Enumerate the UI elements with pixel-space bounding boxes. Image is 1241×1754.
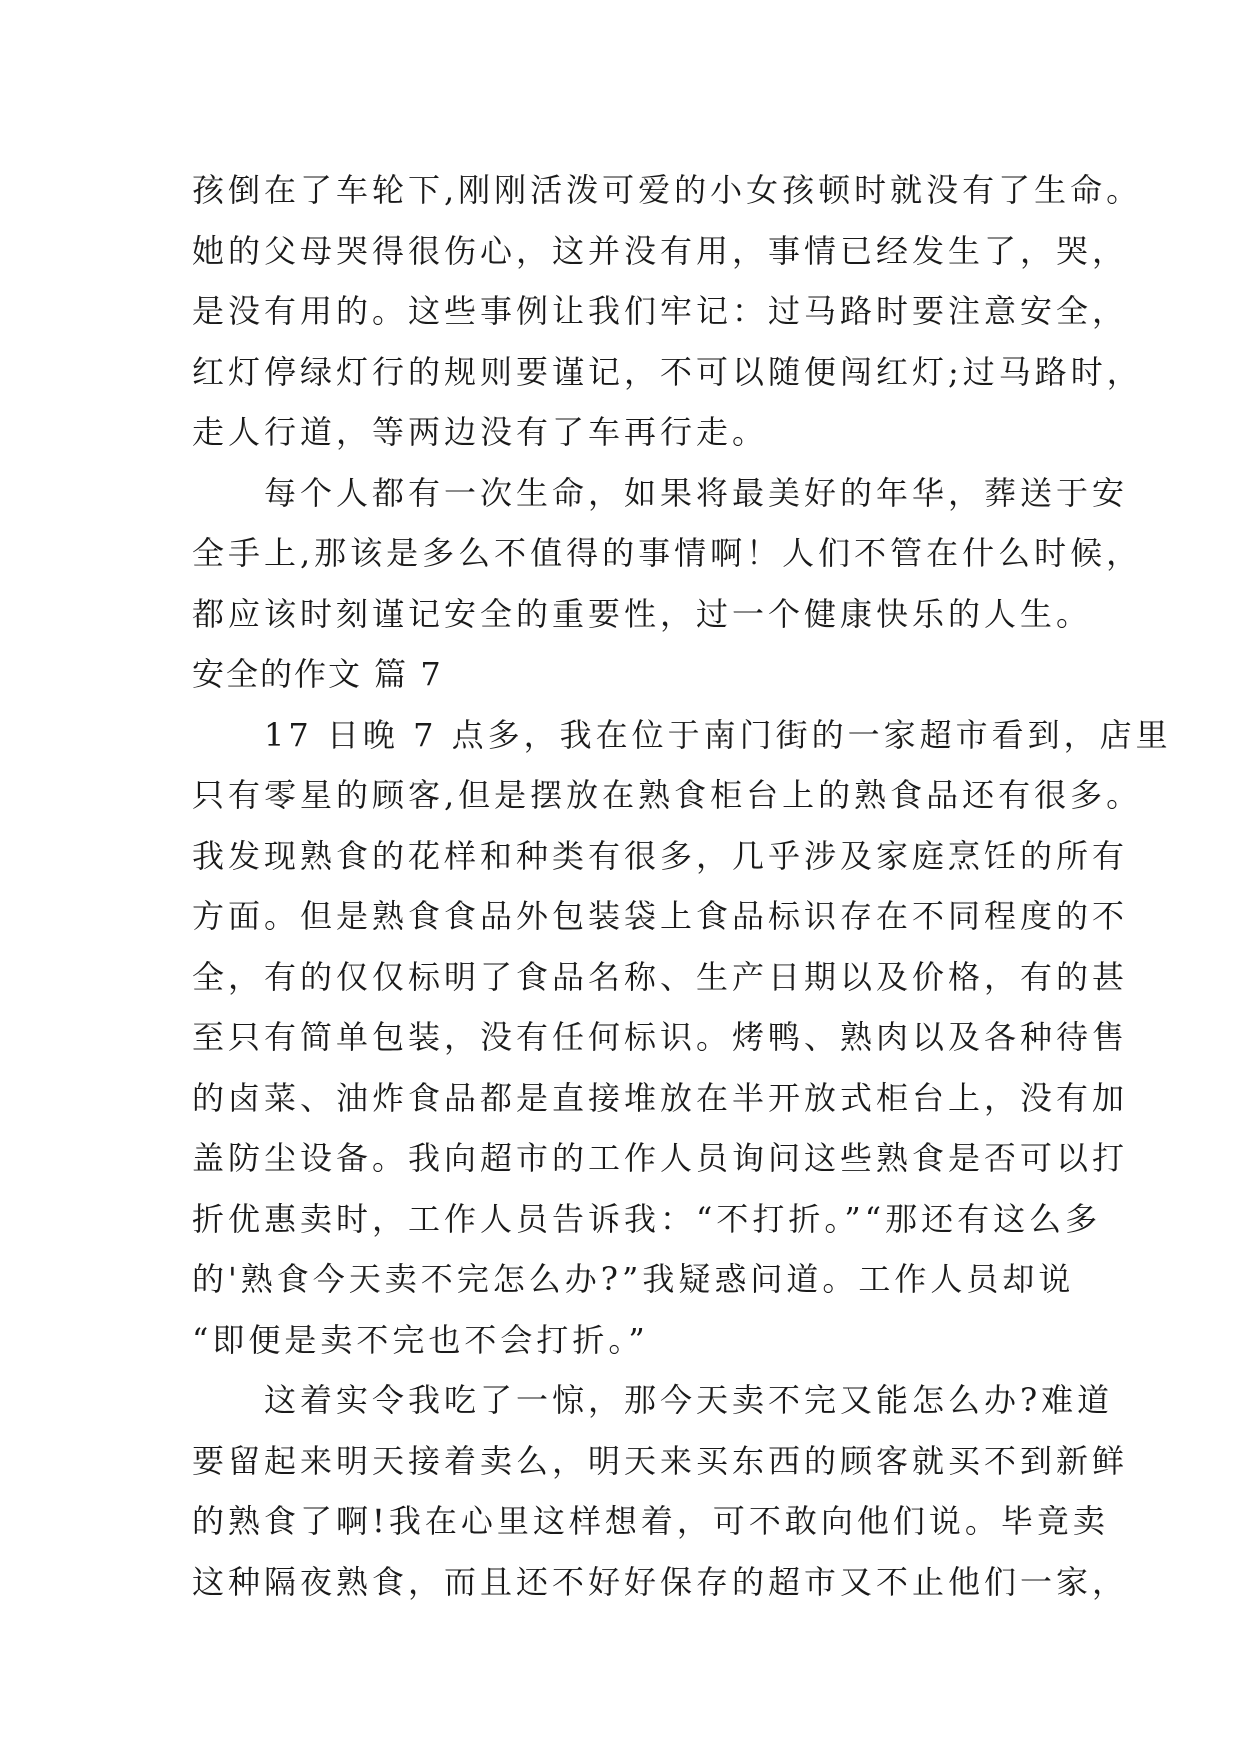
text-line: 的'熟食今天卖不完怎么办?”我疑惑问道。工作人员却说 (192, 1260, 1075, 1298)
text-line: 红灯停绿灯行的规则要谨记，不可以随便闯红灯;过马路时， (192, 352, 1143, 391)
text-line: 的卤菜、油炸食品都是直接堆放在半开放式柜台上，没有加 (192, 1078, 1129, 1117)
text-line: 折优惠卖时，工作人员告诉我：“不打折。”“那还有这么多 (192, 1199, 1102, 1238)
text-line: 我发现熟食的花样和种类有很多，几乎涉及家庭烹饪的所有 (192, 836, 1129, 875)
text-line: 要留起来明天接着卖么，明天来买东西的顾客就买不到新鲜 (192, 1441, 1129, 1480)
text-line: 这着实令我吃了一惊，那今天卖不完又能怎么办?难道 (192, 1381, 1114, 1419)
document-page (192, 160, 1172, 1612)
text-line: 至只有简单包装，没有任何标识。烤鸭、熟肉以及各种待售 (192, 1018, 1129, 1056)
text-line: 她的父母哭得很伤心，这并没有用，事情已经发生了，哭， (192, 231, 1129, 270)
text-line: 孩倒在了车轮下,刚刚活泼可爱的小女孩顿时就没有了生命。 (192, 171, 1143, 209)
text-line: 全手上,那该是多么不值得的事情啊！人们不管在什么时候， (192, 534, 1143, 572)
text-line: 方面。但是熟食食品外包装袋上食品标识存在不同程度的不 (192, 897, 1129, 935)
text-line: 的熟食了啊!我在心里这样想着，可不敢向他们说。毕竟卖 (192, 1502, 1109, 1540)
text-line: 全，有的仅仅标明了食品名称、生产日期以及价格，有的甚 (192, 957, 1129, 996)
text-line: 17 日晚 7 点多，我在位于南门街的一家超市看到，店里 (192, 715, 1172, 754)
section-heading: 安全的作文 篇 7 (192, 655, 443, 693)
text-line: 盖防尘设备。我向超市的工作人员询问这些熟食是否可以打 (192, 1139, 1129, 1177)
text-line: “即便是卖不完也不会打折。” (192, 1320, 649, 1359)
text-line: 都应该时刻谨记安全的重要性，过一个健康快乐的人生。 (192, 594, 1093, 633)
text-line: 只有零星的顾客,但是摆放在熟食柜台上的熟食品还有很多。 (192, 776, 1143, 814)
text-line: 走人行道，等两边没有了车再行走。 (192, 413, 769, 451)
text-line: 这种隔夜熟食，而且还不好好保存的超市又不止他们一家， (192, 1562, 1129, 1601)
text-line: 是没有用的。这些事例让我们牢记：过马路时要注意安全， (192, 292, 1129, 330)
text-line: 每个人都有一次生命，如果将最美好的年华，葬送于安 (192, 473, 1129, 512)
